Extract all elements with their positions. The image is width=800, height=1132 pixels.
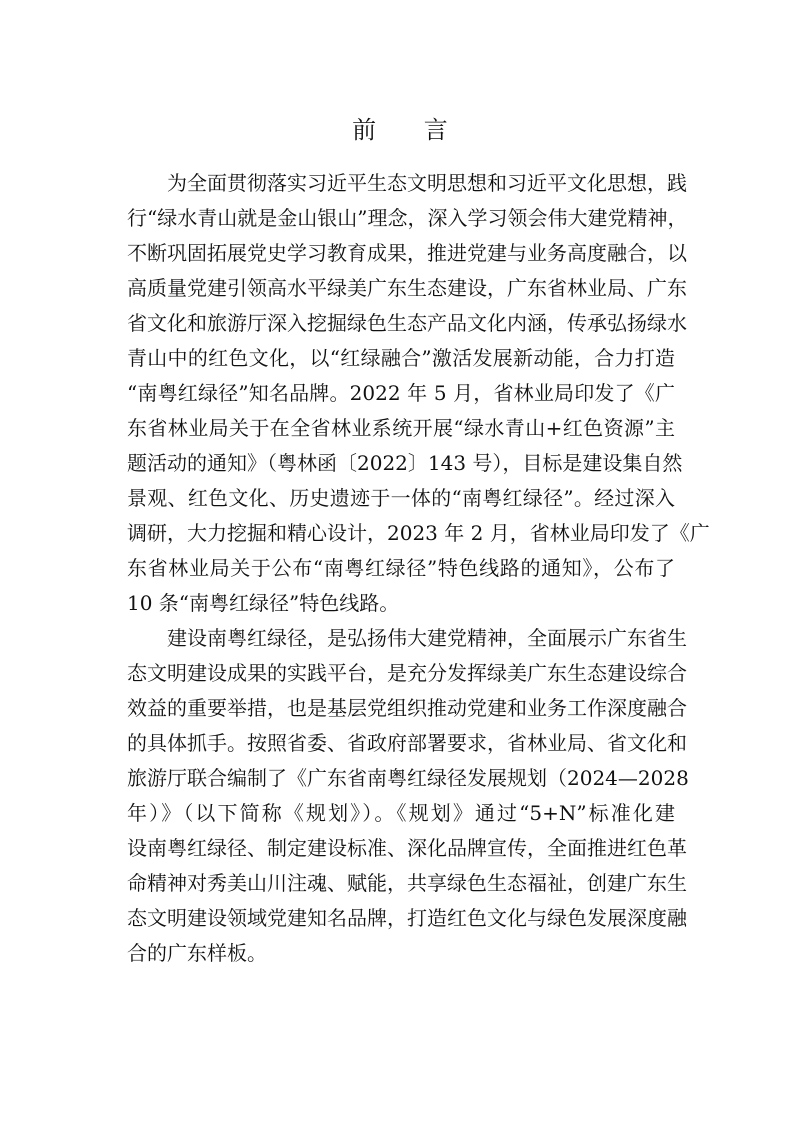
paragraph-1 (127, 166, 710, 621)
text-line: 的具体抓手。按照省委、省政府部署要求，省林业局、省文化和 (127, 731, 687, 755)
text-line: 年）》（以下简称《规划》）。《规划》通过“5+N”标准化建 (127, 801, 675, 825)
text-line: 旅游厅联合编制了《广东省南粤红绿径发展规划（2024—2028 (127, 766, 689, 790)
text-line: 东省林业局关于在全省林业系统开展“绿水青山+红色资源”主 (127, 416, 675, 440)
text-line: 调研，大力挖掘和精心设计，2023 年 2 月，省林业局印发了《广 (127, 521, 710, 545)
body-text (127, 166, 710, 971)
text-line: 高质量党建引领高水平绿美广东生态建设，广东省林业局、广东 (127, 276, 687, 300)
text-line: 不断巩固拓展党史学习教育成果，推进党建与业务高度融合，以 (127, 241, 687, 265)
text-line: 景观、红色文化、历史遗迹于一体的“南粤红绿径”。经过深入 (127, 486, 675, 510)
text-line: 合的广东样板。 (127, 941, 267, 965)
text-line: 青山中的红色文化，以“红绿融合”激活发展新动能，合力打造 (127, 346, 675, 370)
text-line: “南粤红绿径”知名品牌。2022 年 5 月，省林业局印发了《广 (127, 381, 675, 405)
text-line: 为全面贯彻落实习近平生态文明思想和习近平文化思想，践 (167, 171, 687, 195)
text-line: 题活动的通知》（粤林函〔2022〕143 号），目标是建设集自然 (127, 451, 683, 475)
page-title: 前 言 (352, 116, 468, 144)
text-line: 命精神对秀美山川注魂、赋能，共享绿色生态福祉，创建广东生 (127, 871, 687, 895)
paragraph-2 (127, 621, 689, 971)
text-line: 建设南粤红绿径，是弘扬伟大建党精神，全面展示广东省生 (167, 626, 687, 650)
text-line: 省文化和旅游厅深入挖掘绿色生态产品文化内涵，传承弘扬绿水 (127, 311, 687, 335)
text-line: 10 条“南粤红绿径”特色线路。 (127, 591, 400, 615)
text-line: 行“绿水青山就是金山银山”理念，深入学习领会伟大建党精神， (127, 206, 688, 230)
text-line: 态文明建设成果的实践平台，是充分发挥绿美广东生态建设综合 (127, 661, 687, 685)
text-line: 效益的重要举措，也是基层党组织推动党建和业务工作深度融合 (127, 696, 687, 720)
text-line: 态文明建设领域党建知名品牌，打造红色文化与绿色发展深度融 (127, 906, 687, 930)
text-line: 设南粤红绿径、制定建设标准、深化品牌宣传，全面推进红色革 (127, 836, 687, 860)
text-line: 东省林业局关于公布“南粤红绿径”特色线路的通知》，公布了 (127, 556, 675, 580)
